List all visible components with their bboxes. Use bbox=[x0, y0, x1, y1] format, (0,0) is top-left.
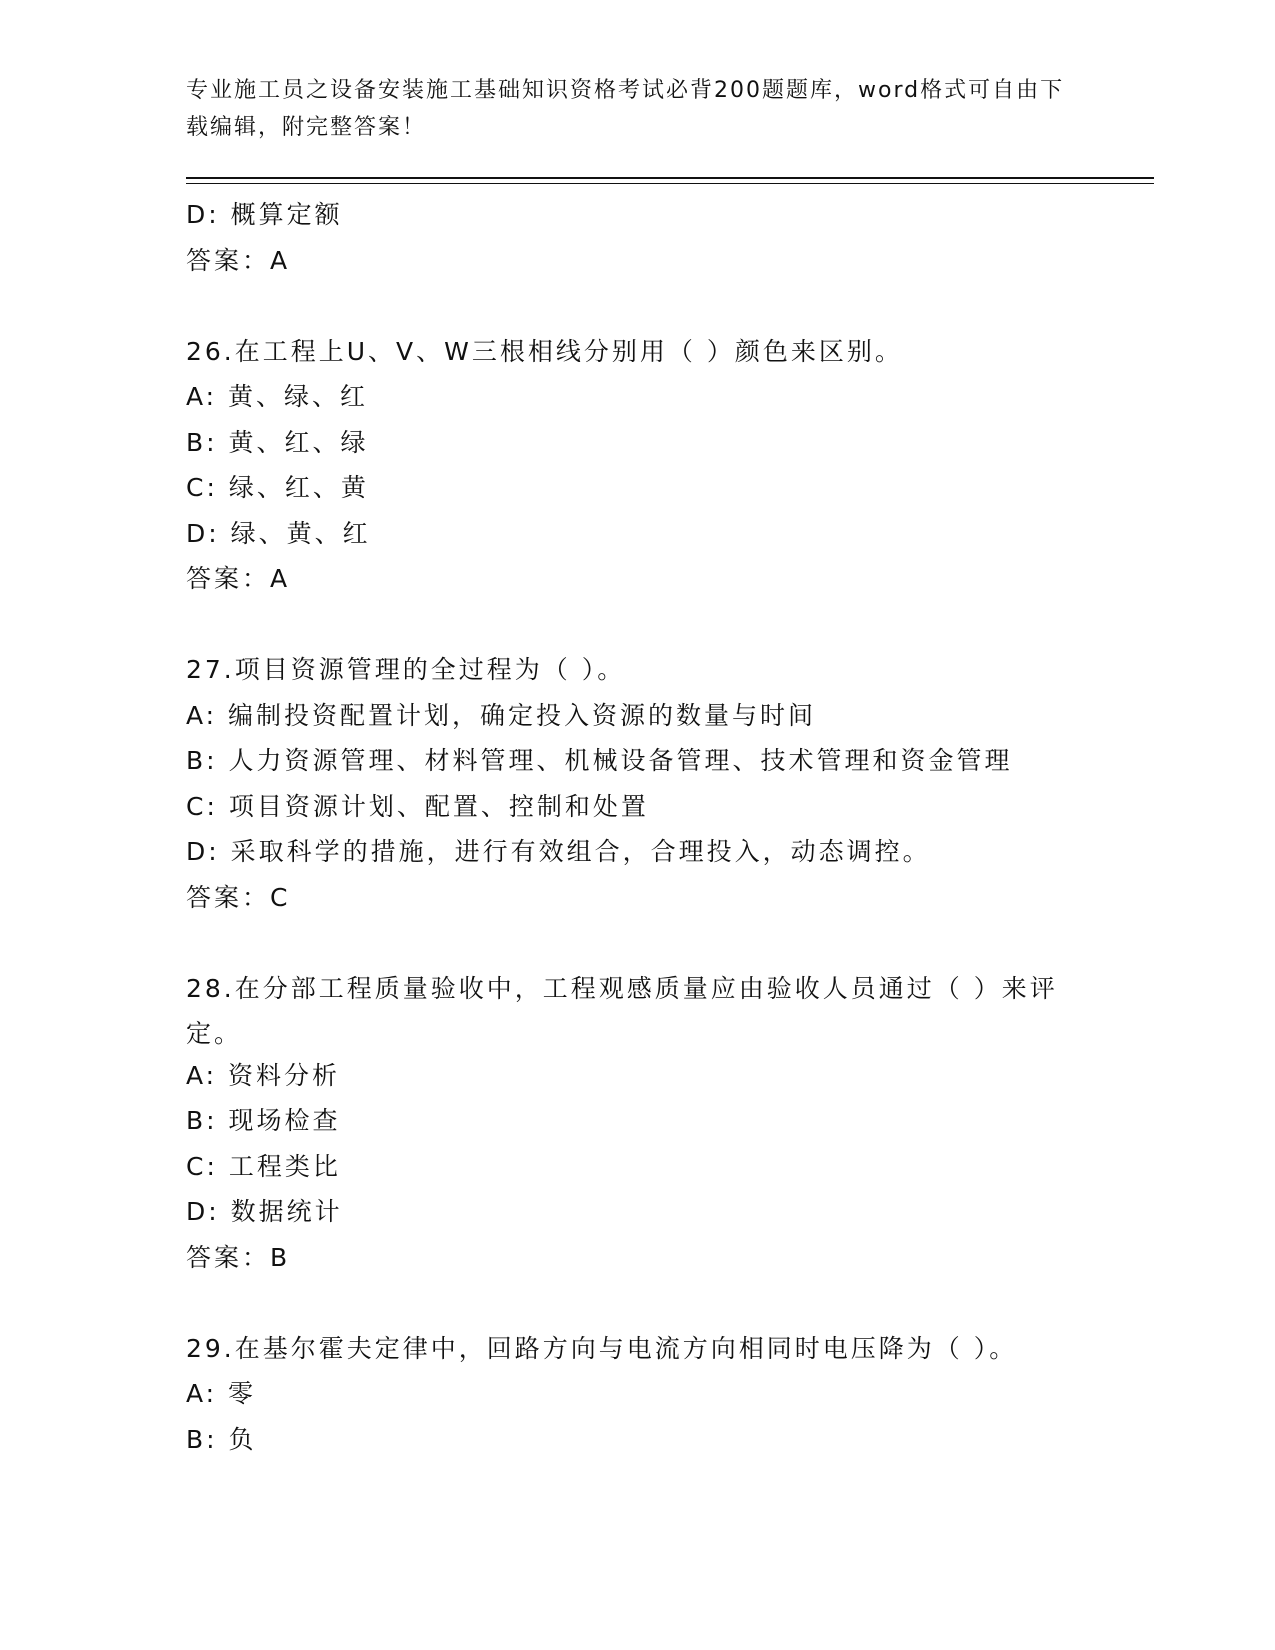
option-c: C: 项目资源计划、配置、控制和处置 bbox=[186, 791, 649, 821]
question-stem: 26.在工程上U、V、W三根相线分别用（ ）颜色来区别。 bbox=[186, 336, 903, 366]
header-divider-thin bbox=[186, 183, 1154, 184]
option-a: A: 编制投资配置计划，确定投入资源的数量与时间 bbox=[186, 700, 817, 730]
spacer bbox=[186, 920, 1086, 966]
question-content bbox=[186, 192, 1086, 1462]
spacer bbox=[186, 283, 1086, 329]
option-a: A: 资料分析 bbox=[186, 1060, 341, 1090]
spacer bbox=[186, 1280, 1086, 1326]
carryover-answer: 答案：A bbox=[186, 245, 291, 275]
option-d: D: 数据统计 bbox=[186, 1197, 343, 1226]
spacer bbox=[186, 602, 1086, 648]
option-d: D: 绿、黄、红 bbox=[186, 518, 371, 548]
question-26 bbox=[186, 329, 1086, 602]
option-a: A: 黄、绿、红 bbox=[186, 382, 369, 411]
answer: 答案：A bbox=[186, 564, 291, 593]
header-divider-thick bbox=[186, 177, 1154, 179]
question-29 bbox=[186, 1326, 1086, 1463]
option-b: B: 人力资源管理、材料管理、机械设备管理、技术管理和资金管理 bbox=[186, 746, 1013, 775]
answer: 答案：C bbox=[186, 882, 291, 912]
option-b: B: 现场检查 bbox=[186, 1106, 341, 1135]
answer: 答案：B bbox=[186, 1242, 291, 1272]
option-a: A: 零 bbox=[186, 1379, 257, 1408]
option-d: D: 采取科学的措施，进行有效组合，合理投入，动态调控。 bbox=[186, 837, 931, 866]
question-stem: 29.在基尔霍夫定律中，回路方向与电流方向相同时电压降为（ ）。 bbox=[186, 1333, 1018, 1363]
option-b: B: 负 bbox=[186, 1424, 257, 1454]
question-stem: 28.在分部工程质量验收中，工程观感质量应由验收人员通过（ ）来评定。 bbox=[186, 973, 1058, 1048]
question-stem: 27.项目资源管理的全过程为（ ）。 bbox=[186, 655, 626, 684]
question-28 bbox=[186, 966, 1086, 1281]
option-b: B: 黄、红、绿 bbox=[186, 427, 369, 457]
question-27 bbox=[186, 647, 1086, 920]
document-header: 专业施工员之设备安装施工基础知识资格考试必背200题题库，word格式可自由下载编辑，附完整答案！ bbox=[186, 78, 1065, 140]
carryover-option-d: D: 概算定额 bbox=[186, 200, 343, 229]
option-c: C: 绿、红、黄 bbox=[186, 473, 369, 502]
option-c: C: 工程类比 bbox=[186, 1151, 341, 1181]
